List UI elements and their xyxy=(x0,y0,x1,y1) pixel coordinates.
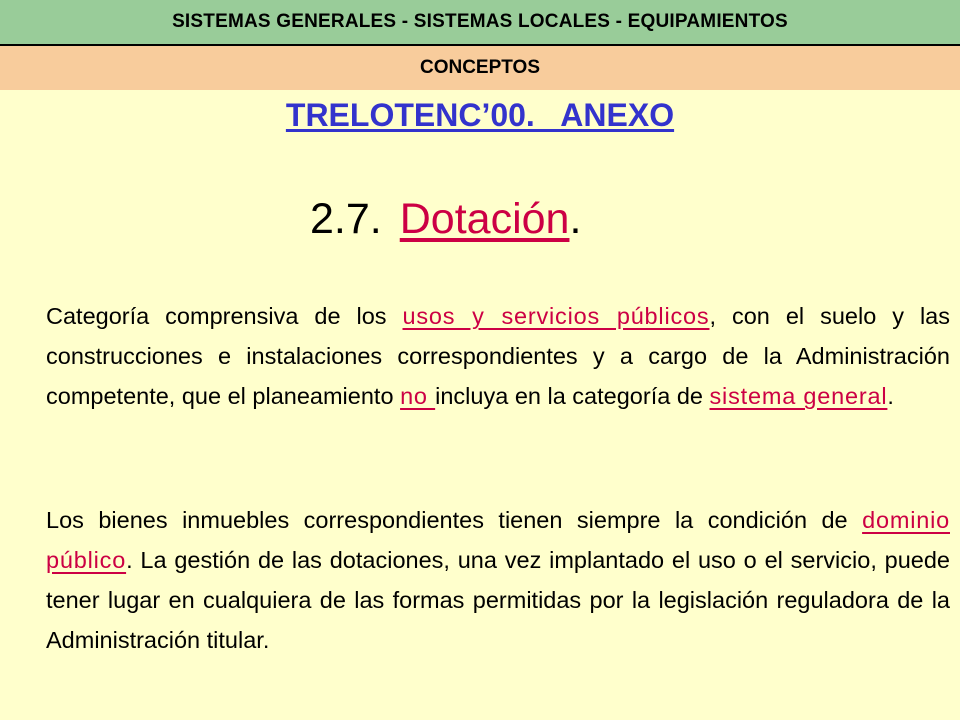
subheader-title: CONCEPTOS xyxy=(419,57,540,78)
header-bar xyxy=(0,0,960,46)
para1-text-2: , con el suelo y las construcciones e instalaciones correspondientes y a cargo de la Administración competente, que el planeamiento xyxy=(46,303,951,409)
heading-period: . xyxy=(569,195,582,243)
para2-text-1: Los bienes inmuebles correspondientes tienen siempre la condición de xyxy=(46,507,863,533)
subheader-bar xyxy=(0,46,960,90)
heading-term-link[interactable]: Dotación xyxy=(399,195,570,243)
management-paragraph xyxy=(46,500,950,660)
dominio-publico-link[interactable]: dominio público xyxy=(46,507,950,573)
usos-servicios-link[interactable]: usos y servicios públicos xyxy=(402,303,710,329)
sistema-general-link[interactable]: sistema general xyxy=(709,383,888,409)
definition-paragraph xyxy=(46,296,950,416)
para1-text-3: incluya en la categoría de xyxy=(435,383,710,409)
section-title[interactable]: TRELOTENC’00. ANEXO xyxy=(285,97,675,133)
para1-text-4: . xyxy=(887,383,894,409)
header-title: SISTEMAS GENERALES - SISTEMAS LOCALES - EQUIPAMIENTOS xyxy=(172,11,788,32)
no-link[interactable]: no xyxy=(400,383,436,409)
para2-text-2: . La gestión de las dotaciones, una vez implantado el uso o el servicio, puede tener lugar en cualquiera de las formas permitidas por la legislación reguladora de la Administración titular. xyxy=(46,547,950,653)
para1-text-1: Categoría comprensiva de los xyxy=(46,303,403,329)
concept-heading xyxy=(310,195,581,244)
heading-number: 2.7. xyxy=(310,195,382,243)
